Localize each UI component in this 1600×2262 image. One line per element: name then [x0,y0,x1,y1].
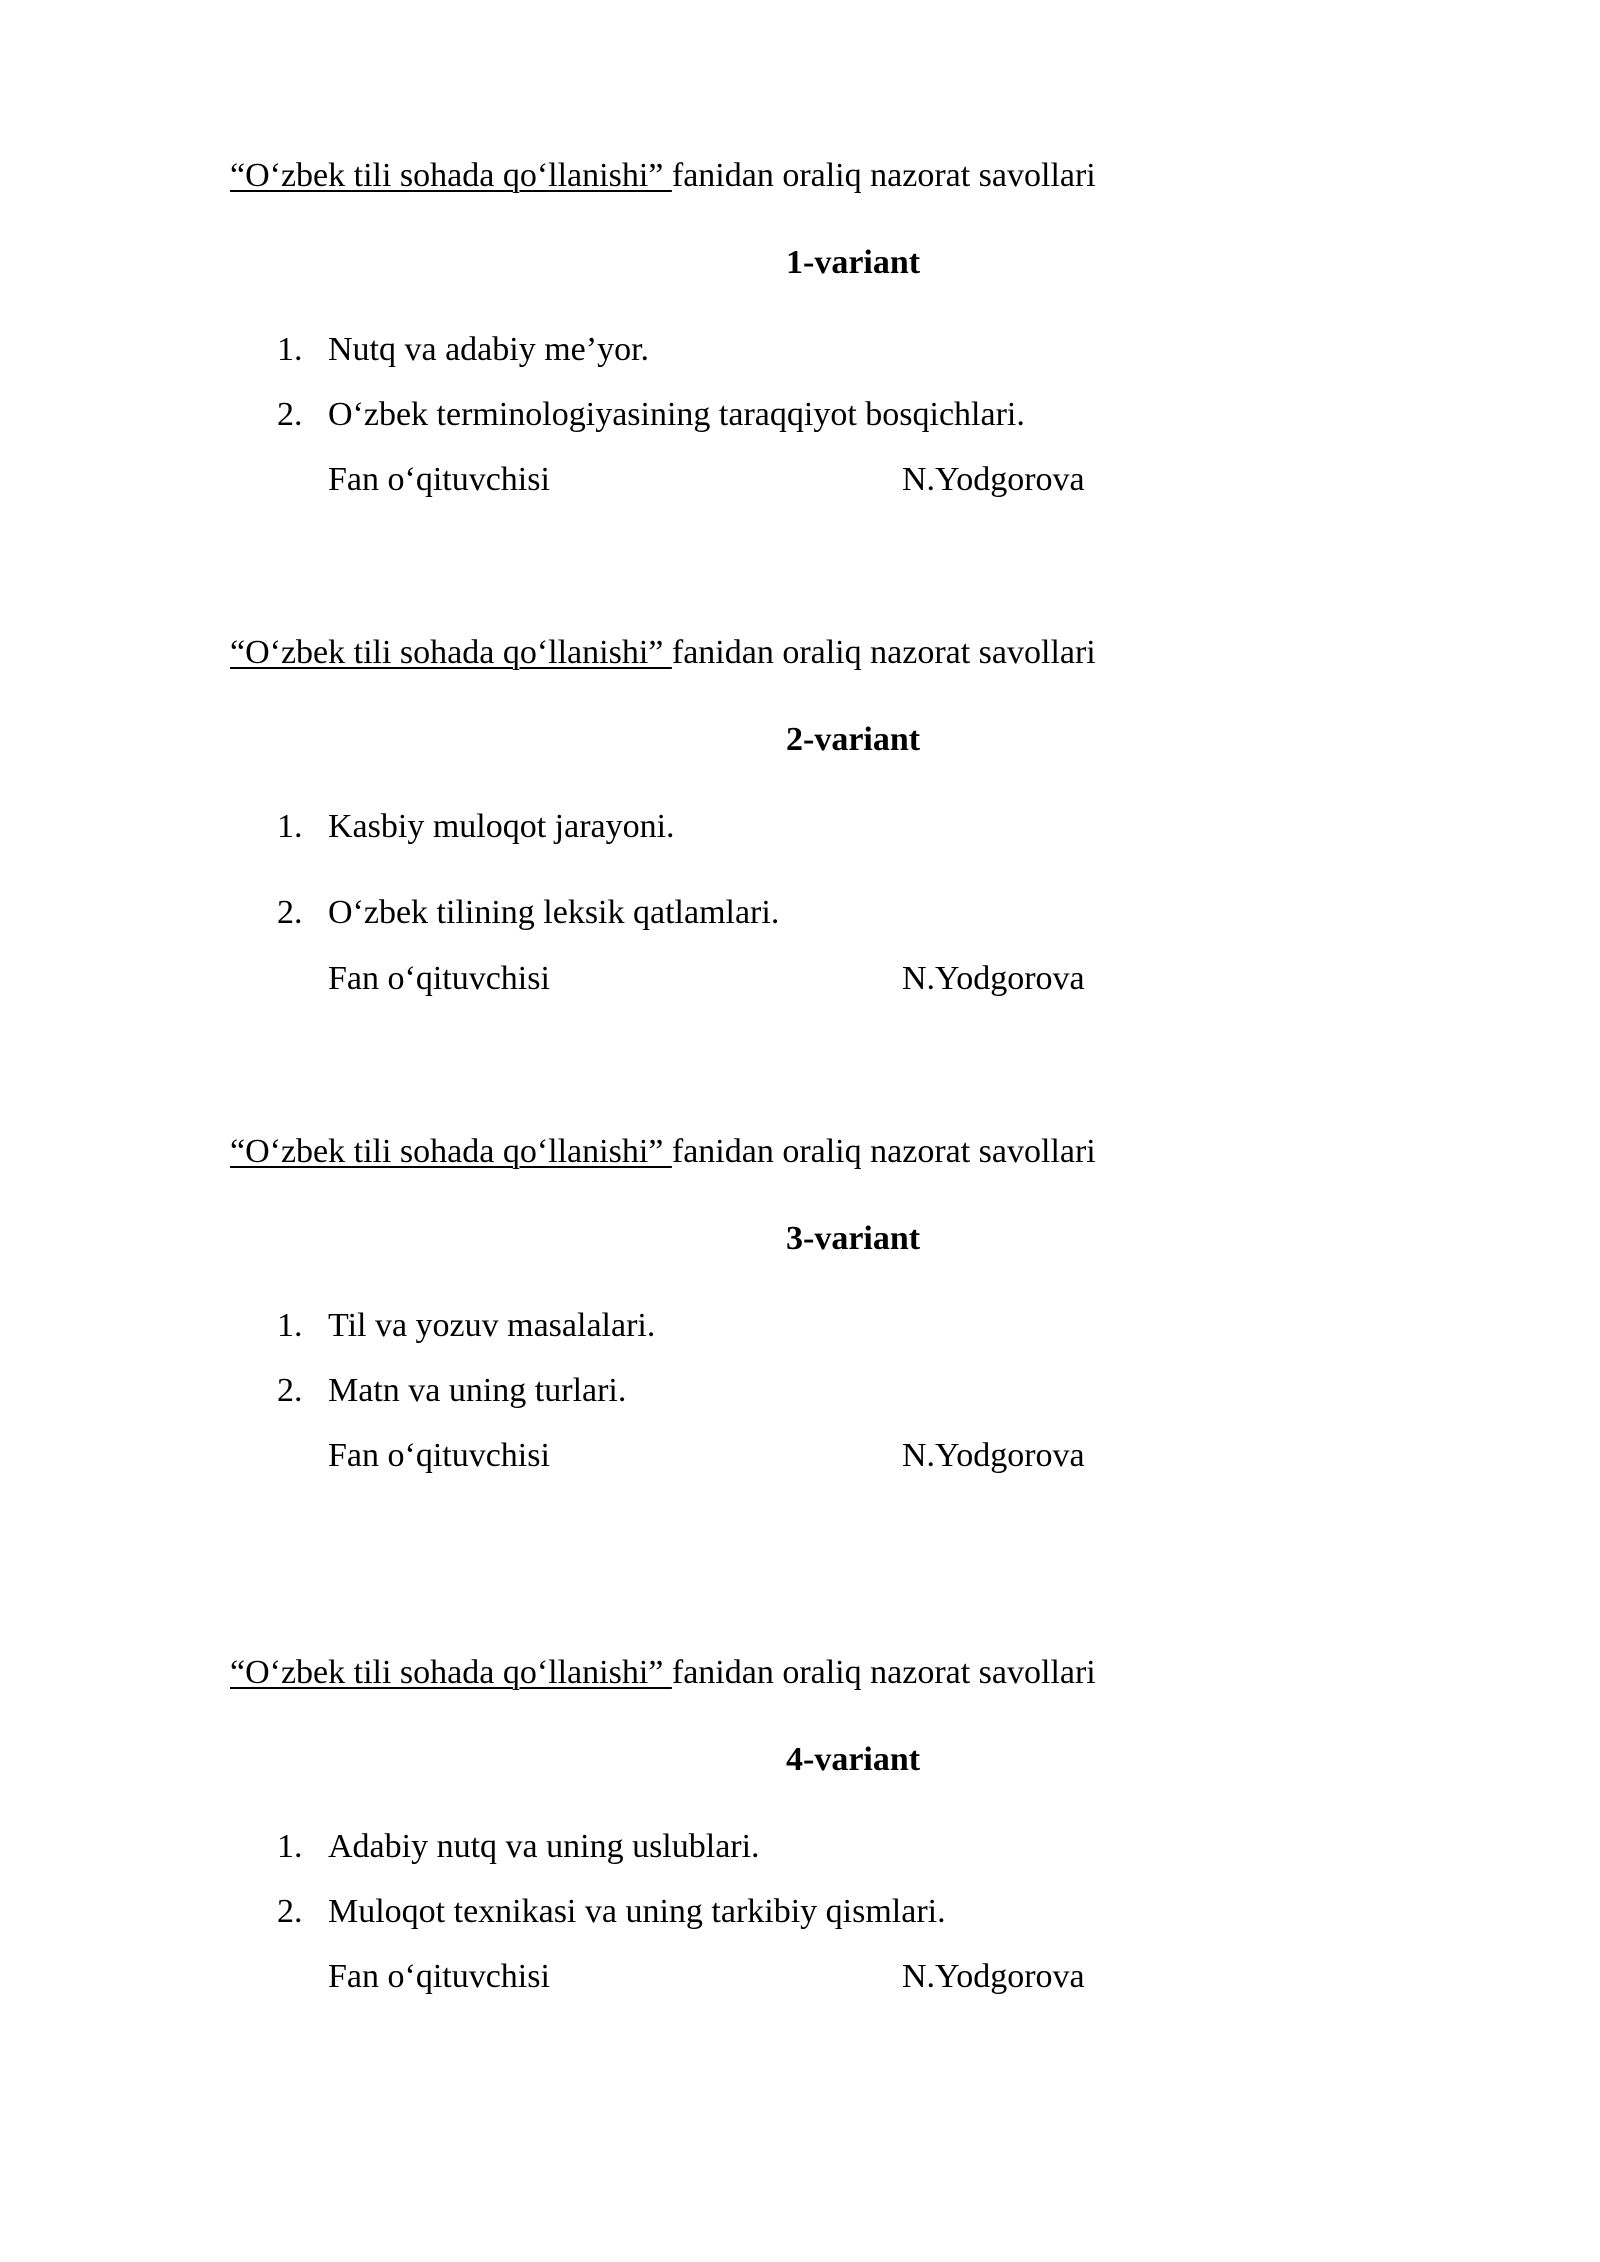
question-text: Adabiy nutq va uning uslublari. [328,1828,760,1865]
subject-name: “O‘zbek tili sohada qo‘llanishi” [230,1654,672,1691]
question-text: Til va yozuv masalalari. [328,1307,656,1344]
block-title [230,1132,1096,1172]
question-number: 1. [277,1828,303,1865]
teacher-name: N.Yodgorova [902,960,1085,997]
teacher-role: Fan o‘qituvchisi [328,1437,550,1474]
teacher-name: N.Yodgorova [902,1958,1085,1995]
question-text: Nutq va adabiy me’yor. [328,331,650,368]
title-rest: fanidan oraliq nazorat savollari [671,1654,1096,1691]
variant-label: 4-variant [786,1741,921,1778]
question-number: 1. [277,331,303,368]
question-number: 1. [277,1307,303,1344]
teacher-role: Fan o‘qituvchisi [328,461,550,498]
question-number: 2. [277,1893,303,1930]
subject-name: “O‘zbek tili sohada qo‘llanishi” [230,157,672,194]
question-text: Muloqot texnikasi va uning tarkibiy qismlari. [328,1893,946,1930]
question-number: 2. [277,894,303,931]
question-number: 1. [277,808,303,845]
teacher-name: N.Yodgorova [902,461,1085,498]
question-number: 2. [277,396,303,433]
variant-label: 3-variant [786,1220,921,1257]
question-text: O‘zbek terminologiyasining taraqqiyot bosqichlari. [328,396,1025,433]
variant-label: 2-variant [786,721,921,758]
question-text: Kasbiy muloqot jarayoni. [328,808,675,845]
teacher-name: N.Yodgorova [902,1437,1085,1474]
question-text: Matn va uning turlari. [328,1372,627,1409]
question-text: O‘zbek tilining leksik qatlamlari. [328,894,780,931]
title-rest: fanidan oraliq nazorat savollari [671,1133,1096,1170]
title-rest: fanidan oraliq nazorat savollari [671,157,1096,194]
question-number: 2. [277,1372,303,1409]
variant-label: 1-variant [786,244,921,281]
subject-name: “O‘zbek tili sohada qo‘llanishi” [230,1133,672,1170]
teacher-role: Fan o‘qituvchisi [328,1958,550,1995]
block-title [230,1653,1096,1693]
subject-name: “O‘zbek tili sohada qo‘llanishi” [230,634,672,671]
title-rest: fanidan oraliq nazorat savollari [671,634,1096,671]
teacher-role: Fan o‘qituvchisi [328,960,550,997]
block-title [230,156,1096,196]
block-title [230,633,1096,673]
